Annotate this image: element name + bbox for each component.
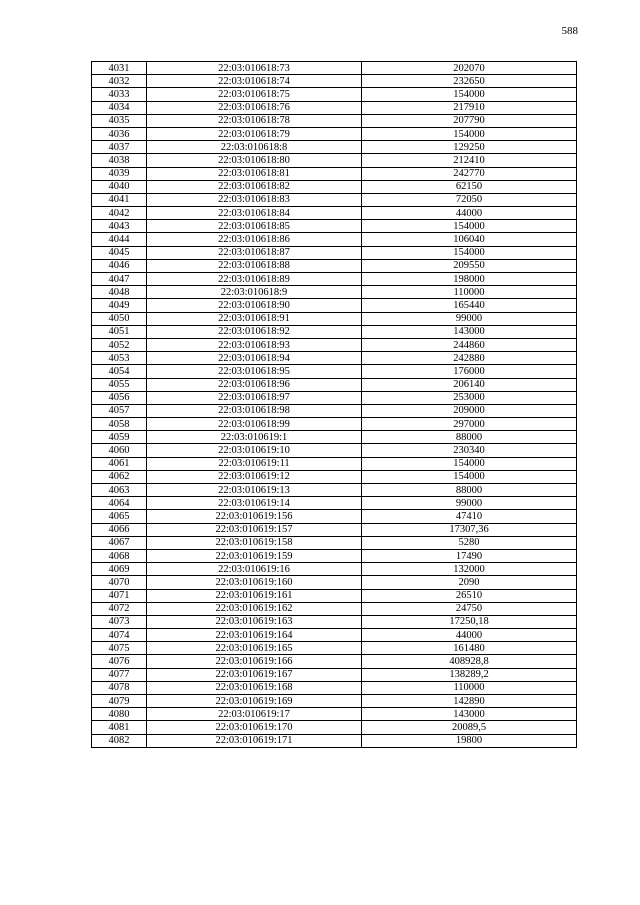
cadastral-number-cell: 22:03:010618:78 [147, 114, 362, 127]
cadastral-value-cell: 62150 [362, 180, 577, 193]
cadastral-number-cell: 22:03:010619:170 [147, 721, 362, 734]
row-number-cell: 4058 [92, 418, 147, 431]
row-number-cell: 4049 [92, 299, 147, 312]
row-number-cell: 4035 [92, 114, 147, 127]
cadastral-number-cell: 22:03:010618:83 [147, 193, 362, 206]
cadastral-number-cell: 22:03:010618:98 [147, 404, 362, 417]
cadastral-value-cell: 44000 [362, 629, 577, 642]
cadastral-number-cell: 22:03:010618:87 [147, 246, 362, 259]
row-number-cell: 4039 [92, 167, 147, 180]
cadastral-value-cell: 110000 [362, 681, 577, 694]
table-row [92, 365, 577, 378]
row-number-cell: 4053 [92, 352, 147, 365]
cadastral-value-cell: 253000 [362, 391, 577, 404]
cadastral-number-cell: 22:03:010619:167 [147, 668, 362, 681]
row-number-cell: 4074 [92, 629, 147, 642]
cadastral-number-cell: 22:03:010618:75 [147, 88, 362, 101]
row-number-cell: 4065 [92, 510, 147, 523]
cadastral-number-cell: 22:03:010618:94 [147, 352, 362, 365]
page-number: 588 [561, 25, 578, 37]
cadastral-value-cell: 154000 [362, 127, 577, 140]
cadastral-number-cell: 22:03:010619:166 [147, 655, 362, 668]
row-number-cell: 4051 [92, 325, 147, 338]
cadastral-value-cell: 209550 [362, 259, 577, 272]
table-row [92, 418, 577, 431]
table-row [92, 325, 577, 338]
row-number-cell: 4040 [92, 180, 147, 193]
table-row [92, 246, 577, 259]
table-row [92, 576, 577, 589]
cadastral-value-cell: 217910 [362, 101, 577, 114]
cadastral-value-table [91, 61, 577, 748]
row-number-cell: 4075 [92, 642, 147, 655]
table-row [92, 708, 577, 721]
cadastral-number-cell: 22:03:010619:11 [147, 457, 362, 470]
cadastral-number-cell: 22:03:010618:8 [147, 141, 362, 154]
row-number-cell: 4078 [92, 681, 147, 694]
table-row [92, 523, 577, 536]
cadastral-value-cell: 138289,2 [362, 668, 577, 681]
cadastral-value-cell: 26510 [362, 589, 577, 602]
cadastral-value-cell: 244860 [362, 338, 577, 351]
cadastral-value-cell: 99000 [362, 497, 577, 510]
cadastral-value-cell: 154000 [362, 220, 577, 233]
cadastral-value-cell: 106040 [362, 233, 577, 246]
cadastral-number-cell: 22:03:010619:17 [147, 708, 362, 721]
cadastral-value-cell: 17250,18 [362, 615, 577, 628]
cadastral-number-cell: 22:03:010618:74 [147, 75, 362, 88]
table-row [92, 721, 577, 734]
cadastral-value-cell: 408928,8 [362, 655, 577, 668]
cadastral-number-cell: 22:03:010619:159 [147, 549, 362, 562]
table-row [92, 154, 577, 167]
row-number-cell: 4069 [92, 563, 147, 576]
row-number-cell: 4054 [92, 365, 147, 378]
row-number-cell: 4037 [92, 141, 147, 154]
cadastral-value-cell: 142890 [362, 695, 577, 708]
cadastral-value-cell: 99000 [362, 312, 577, 325]
row-number-cell: 4041 [92, 193, 147, 206]
cadastral-number-cell: 22:03:010618:96 [147, 378, 362, 391]
row-number-cell: 4070 [92, 576, 147, 589]
cadastral-value-cell: 165440 [362, 299, 577, 312]
cadastral-number-cell: 22:03:010619:164 [147, 629, 362, 642]
table-row [92, 589, 577, 602]
cadastral-number-cell: 22:03:010619:168 [147, 681, 362, 694]
cadastral-value-cell: 17490 [362, 549, 577, 562]
cadastral-value-cell: 297000 [362, 418, 577, 431]
cadastral-value-cell: 209000 [362, 404, 577, 417]
cadastral-value-cell: 176000 [362, 365, 577, 378]
table-body [92, 62, 577, 748]
table-row [92, 563, 577, 576]
table-row [92, 352, 577, 365]
table-row [92, 734, 577, 747]
cadastral-value-cell: 132000 [362, 563, 577, 576]
cadastral-number-cell: 22:03:010618:91 [147, 312, 362, 325]
table-row [92, 681, 577, 694]
cadastral-value-cell: 17307,36 [362, 523, 577, 536]
table-row [92, 668, 577, 681]
cadastral-value-cell: 232650 [362, 75, 577, 88]
row-number-cell: 4059 [92, 431, 147, 444]
cadastral-number-cell: 22:03:010618:97 [147, 391, 362, 404]
table-row [92, 510, 577, 523]
cadastral-value-cell: 72050 [362, 193, 577, 206]
row-number-cell: 4048 [92, 286, 147, 299]
cadastral-value-cell: 2090 [362, 576, 577, 589]
row-number-cell: 4057 [92, 404, 147, 417]
row-number-cell: 4033 [92, 88, 147, 101]
cadastral-number-cell: 22:03:010619:12 [147, 470, 362, 483]
table-row [92, 457, 577, 470]
cadastral-value-cell: 154000 [362, 88, 577, 101]
cadastral-value-cell: 202070 [362, 62, 577, 75]
row-number-cell: 4079 [92, 695, 147, 708]
table-row [92, 391, 577, 404]
table-row [92, 338, 577, 351]
cadastral-number-cell: 22:03:010618:73 [147, 62, 362, 75]
cadastral-value-cell: 242880 [362, 352, 577, 365]
row-number-cell: 4067 [92, 536, 147, 549]
cadastral-number-cell: 22:03:010618:95 [147, 365, 362, 378]
cadastral-value-cell: 154000 [362, 246, 577, 259]
table-row [92, 259, 577, 272]
table-row [92, 62, 577, 75]
cadastral-number-cell: 22:03:010619:1 [147, 431, 362, 444]
row-number-cell: 4073 [92, 615, 147, 628]
cadastral-number-cell: 22:03:010619:13 [147, 484, 362, 497]
row-number-cell: 4052 [92, 338, 147, 351]
cadastral-value-cell: 143000 [362, 708, 577, 721]
cadastral-number-cell: 22:03:010619:163 [147, 615, 362, 628]
table-row [92, 615, 577, 628]
cadastral-number-cell: 22:03:010618:79 [147, 127, 362, 140]
row-number-cell: 4055 [92, 378, 147, 391]
table-row [92, 88, 577, 101]
table-row [92, 695, 577, 708]
cadastral-value-cell: 161480 [362, 642, 577, 655]
cadastral-number-cell: 22:03:010618:81 [147, 167, 362, 180]
cadastral-number-cell: 22:03:010619:157 [147, 523, 362, 536]
row-number-cell: 4062 [92, 470, 147, 483]
row-number-cell: 4044 [92, 233, 147, 246]
row-number-cell: 4060 [92, 444, 147, 457]
cadastral-value-cell: 129250 [362, 141, 577, 154]
cadastral-value-cell: 154000 [362, 457, 577, 470]
cadastral-number-cell: 22:03:010619:16 [147, 563, 362, 576]
table-row [92, 286, 577, 299]
table-row [92, 484, 577, 497]
cadastral-number-cell: 22:03:010619:171 [147, 734, 362, 747]
cadastral-value-cell: 230340 [362, 444, 577, 457]
row-number-cell: 4080 [92, 708, 147, 721]
row-number-cell: 4032 [92, 75, 147, 88]
cadastral-number-cell: 22:03:010618:86 [147, 233, 362, 246]
cadastral-value-cell: 154000 [362, 470, 577, 483]
table-row [92, 497, 577, 510]
table-row [92, 167, 577, 180]
cadastral-number-cell: 22:03:010618:90 [147, 299, 362, 312]
cadastral-value-cell: 206140 [362, 378, 577, 391]
cadastral-number-cell: 22:03:010619:165 [147, 642, 362, 655]
row-number-cell: 4031 [92, 62, 147, 75]
cadastral-number-cell: 22:03:010618:88 [147, 259, 362, 272]
cadastral-value-cell: 47410 [362, 510, 577, 523]
cadastral-value-cell: 88000 [362, 431, 577, 444]
cadastral-number-cell: 22:03:010619:160 [147, 576, 362, 589]
cadastral-value-cell: 207790 [362, 114, 577, 127]
cadastral-number-cell: 22:03:010618:9 [147, 286, 362, 299]
row-number-cell: 4036 [92, 127, 147, 140]
cadastral-value-cell: 198000 [362, 273, 577, 286]
row-number-cell: 4076 [92, 655, 147, 668]
table-row [92, 404, 577, 417]
cadastral-value-cell: 143000 [362, 325, 577, 338]
cadastral-number-cell: 22:03:010619:14 [147, 497, 362, 510]
cadastral-number-cell: 22:03:010619:162 [147, 602, 362, 615]
table-row [92, 431, 577, 444]
table-row [92, 114, 577, 127]
table-row [92, 180, 577, 193]
table-row [92, 312, 577, 325]
cadastral-number-cell: 22:03:010618:93 [147, 338, 362, 351]
row-number-cell: 4034 [92, 101, 147, 114]
cadastral-number-cell: 22:03:010618:89 [147, 273, 362, 286]
table-row [92, 299, 577, 312]
cadastral-value-cell: 19800 [362, 734, 577, 747]
row-number-cell: 4082 [92, 734, 147, 747]
cadastral-value-cell: 24750 [362, 602, 577, 615]
row-number-cell: 4046 [92, 259, 147, 272]
cadastral-number-cell: 22:03:010619:158 [147, 536, 362, 549]
cadastral-number-cell: 22:03:010618:99 [147, 418, 362, 431]
cadastral-number-cell: 22:03:010618:85 [147, 220, 362, 233]
table-row [92, 602, 577, 615]
table-row [92, 629, 577, 642]
cadastral-number-cell: 22:03:010619:156 [147, 510, 362, 523]
table-row [92, 273, 577, 286]
cadastral-value-cell: 88000 [362, 484, 577, 497]
table-row [92, 127, 577, 140]
row-number-cell: 4045 [92, 246, 147, 259]
table-row [92, 141, 577, 154]
cadastral-value-cell: 242770 [362, 167, 577, 180]
row-number-cell: 4047 [92, 273, 147, 286]
table-row [92, 233, 577, 246]
table-row [92, 75, 577, 88]
cadastral-value-cell: 110000 [362, 286, 577, 299]
cadastral-number-cell: 22:03:010619:10 [147, 444, 362, 457]
cadastral-number-cell: 22:03:010619:169 [147, 695, 362, 708]
cadastral-number-cell: 22:03:010618:82 [147, 180, 362, 193]
table-row [92, 193, 577, 206]
table-row [92, 378, 577, 391]
row-number-cell: 4042 [92, 207, 147, 220]
row-number-cell: 4071 [92, 589, 147, 602]
table-row [92, 642, 577, 655]
cadastral-number-cell: 22:03:010618:84 [147, 207, 362, 220]
row-number-cell: 4043 [92, 220, 147, 233]
cadastral-value-cell: 20089,5 [362, 721, 577, 734]
row-number-cell: 4038 [92, 154, 147, 167]
row-number-cell: 4050 [92, 312, 147, 325]
table-row [92, 549, 577, 562]
cadastral-number-cell: 22:03:010618:76 [147, 101, 362, 114]
cadastral-value-cell: 212410 [362, 154, 577, 167]
cadastral-value-cell: 44000 [362, 207, 577, 220]
cadastral-number-cell: 22:03:010618:92 [147, 325, 362, 338]
row-number-cell: 4077 [92, 668, 147, 681]
table-row [92, 470, 577, 483]
cadastral-number-cell: 22:03:010619:161 [147, 589, 362, 602]
row-number-cell: 4056 [92, 391, 147, 404]
cadastral-value-cell: 5280 [362, 536, 577, 549]
cadastral-number-cell: 22:03:010618:80 [147, 154, 362, 167]
row-number-cell: 4061 [92, 457, 147, 470]
row-number-cell: 4063 [92, 484, 147, 497]
row-number-cell: 4068 [92, 549, 147, 562]
table-row [92, 101, 577, 114]
table-row [92, 655, 577, 668]
table-row [92, 207, 577, 220]
row-number-cell: 4066 [92, 523, 147, 536]
row-number-cell: 4072 [92, 602, 147, 615]
table-row [92, 536, 577, 549]
table-row [92, 220, 577, 233]
row-number-cell: 4064 [92, 497, 147, 510]
row-number-cell: 4081 [92, 721, 147, 734]
table-row [92, 444, 577, 457]
